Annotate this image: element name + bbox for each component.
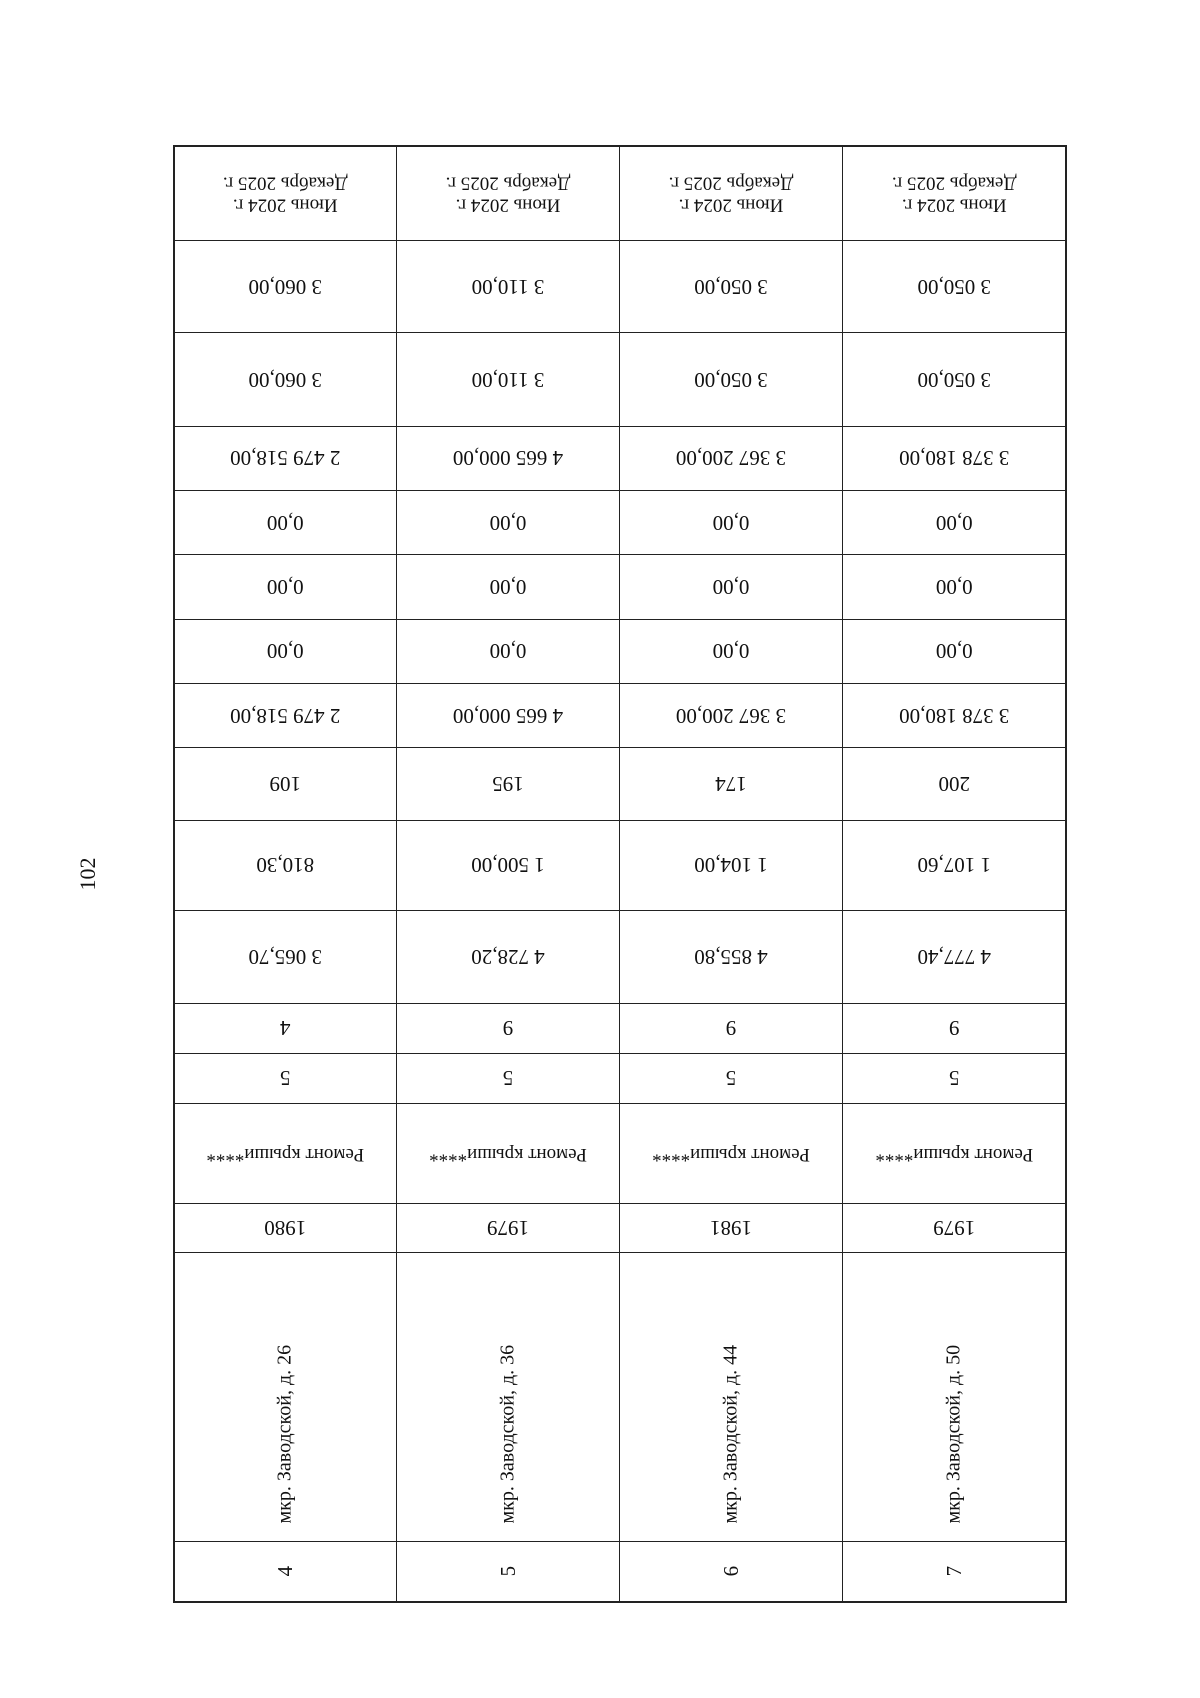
cell-area bbox=[619, 911, 842, 1003]
cell-value bbox=[842, 619, 1066, 683]
row-v4 bbox=[174, 491, 1066, 555]
row-number-text: 5 bbox=[495, 1566, 520, 1577]
area-text: 1 107,60 bbox=[917, 853, 991, 878]
floors-text: 9 bbox=[948, 1016, 959, 1041]
period-end: Декабрь 2025 г. bbox=[668, 172, 793, 194]
cell-area bbox=[842, 820, 1066, 910]
row-v7 bbox=[174, 684, 1066, 748]
cell-value bbox=[842, 491, 1066, 555]
cell-area bbox=[842, 911, 1066, 1003]
value-text: 4 665 000,00 bbox=[452, 703, 563, 728]
floors-text: 4 bbox=[280, 1016, 291, 1041]
cell-year bbox=[174, 1204, 396, 1252]
value-text: 0,00 bbox=[489, 575, 526, 600]
entrances-text: 5 bbox=[502, 1066, 513, 1091]
cell-value bbox=[619, 491, 842, 555]
cell-period bbox=[619, 146, 842, 240]
cell-value bbox=[842, 240, 1066, 332]
period-start: Июнь 2024 г. bbox=[455, 194, 560, 216]
value-text: 3 110,00 bbox=[471, 274, 544, 299]
row-v1 bbox=[174, 240, 1066, 332]
period-end: Декабрь 2025 г. bbox=[445, 172, 570, 194]
row-period bbox=[174, 146, 1066, 240]
cell-value bbox=[619, 426, 842, 490]
cell-value bbox=[174, 491, 396, 555]
cell-area bbox=[174, 820, 396, 910]
value-text: 0,00 bbox=[266, 575, 304, 600]
row-floors bbox=[174, 1003, 1066, 1053]
value-text: 3 060,00 bbox=[248, 367, 322, 392]
row-year bbox=[174, 1204, 1066, 1252]
cell-work bbox=[174, 1103, 396, 1203]
period-start: Июнь 2024 г. bbox=[232, 194, 338, 216]
period-end: Декабрь 2025 г. bbox=[222, 172, 348, 194]
value-text: 0,00 bbox=[712, 575, 749, 600]
value-text: 3 378 180,00 bbox=[898, 703, 1009, 728]
area-text: 3 065,70 bbox=[248, 944, 322, 969]
cell-floors bbox=[619, 1003, 842, 1053]
cell-area bbox=[396, 911, 619, 1003]
cell-period bbox=[396, 146, 619, 240]
cell-value bbox=[396, 619, 619, 683]
cell-value bbox=[619, 684, 842, 748]
year-text: 1981 bbox=[709, 1216, 752, 1241]
cell-value bbox=[842, 684, 1066, 748]
cell-floors bbox=[842, 1003, 1066, 1053]
cell-row-number bbox=[842, 1542, 1066, 1602]
entrances-text: 5 bbox=[725, 1066, 736, 1091]
cell-value bbox=[174, 240, 396, 332]
address-text: мкр. Заводской, д. 50 bbox=[942, 1344, 965, 1524]
cell-value bbox=[396, 333, 619, 426]
area-text: 1 104,00 bbox=[693, 853, 768, 878]
year-text: 1979 bbox=[932, 1216, 975, 1241]
cell-value bbox=[396, 240, 619, 332]
value-text: 0,00 bbox=[489, 639, 526, 664]
value-text: 0,00 bbox=[712, 510, 749, 535]
cell-entrances bbox=[396, 1053, 619, 1103]
cell-value bbox=[396, 684, 619, 748]
period-start: Июнь 2024 г. bbox=[678, 194, 783, 216]
value-text: 2 479 518,00 bbox=[230, 446, 341, 471]
value-text: 3 050,00 bbox=[917, 367, 991, 392]
cell-work bbox=[619, 1103, 842, 1203]
row-work bbox=[174, 1103, 1066, 1203]
row-v2 bbox=[174, 333, 1066, 426]
row-number-text: 7 bbox=[941, 1566, 966, 1577]
cell-value bbox=[619, 333, 842, 426]
cell-year bbox=[842, 1204, 1066, 1252]
area-text: 4 855,80 bbox=[693, 944, 768, 969]
cell-year bbox=[619, 1204, 842, 1252]
cell-address bbox=[842, 1252, 1066, 1541]
page-number: 102 bbox=[75, 857, 100, 891]
address-text: мкр. Заводской, д. 26 bbox=[273, 1344, 296, 1524]
cell-work bbox=[842, 1103, 1066, 1203]
cell-value bbox=[174, 619, 396, 683]
cell-year bbox=[396, 1204, 619, 1252]
cell-value bbox=[842, 426, 1066, 490]
row-address bbox=[174, 1252, 1066, 1541]
cell-area bbox=[396, 820, 619, 910]
cell-entrances bbox=[619, 1053, 842, 1103]
cell-residents bbox=[842, 748, 1066, 820]
period-end: Декабрь 2025 г. bbox=[891, 172, 1017, 194]
value-text: 3 367 200,00 bbox=[675, 446, 786, 471]
year-text: 1979 bbox=[486, 1216, 529, 1241]
address-text: мкр. Заводской, д. 44 bbox=[719, 1344, 741, 1524]
residents-text: 195 bbox=[491, 772, 524, 797]
cell-residents bbox=[396, 748, 619, 820]
value-text: 3 060,00 bbox=[248, 274, 322, 299]
row-number bbox=[174, 1542, 1066, 1602]
value-text: 0,00 bbox=[935, 639, 973, 664]
cell-value bbox=[619, 619, 842, 683]
value-text: 3 110,00 bbox=[471, 367, 544, 392]
cell-address bbox=[396, 1252, 619, 1541]
cell-row-number bbox=[396, 1542, 619, 1602]
cell-address bbox=[619, 1252, 842, 1541]
cell-floors bbox=[174, 1003, 396, 1053]
residents-text: 109 bbox=[269, 772, 301, 797]
cell-area bbox=[619, 820, 842, 910]
cell-value bbox=[619, 555, 842, 619]
work-text: Ремонт крыши**** bbox=[874, 1143, 1033, 1165]
work-text: Ремонт крыши**** bbox=[651, 1143, 810, 1165]
cell-value bbox=[842, 333, 1066, 426]
cell-residents bbox=[619, 748, 842, 820]
area-text: 810,30 bbox=[256, 853, 315, 878]
cell-value bbox=[174, 555, 396, 619]
area-text: 1 500,00 bbox=[470, 853, 545, 878]
cell-entrances bbox=[842, 1053, 1066, 1103]
value-text: 0,00 bbox=[266, 510, 304, 535]
row-entrances bbox=[174, 1053, 1066, 1103]
cell-floors bbox=[396, 1003, 619, 1053]
cell-period bbox=[842, 146, 1066, 240]
value-text: 0,00 bbox=[935, 575, 973, 600]
value-text: 3 050,00 bbox=[693, 274, 768, 299]
cell-row-number bbox=[619, 1542, 842, 1602]
address-text: мкр. Заводской, д. 36 bbox=[496, 1344, 518, 1524]
repair-table bbox=[173, 145, 1067, 1603]
value-text: 3 050,00 bbox=[917, 274, 991, 299]
floors-text: 9 bbox=[725, 1016, 736, 1041]
row-area1 bbox=[174, 911, 1066, 1003]
value-text: 3 367 200,00 bbox=[675, 703, 786, 728]
value-text: 2 479 518,00 bbox=[230, 703, 341, 728]
area-text: 4 728,20 bbox=[470, 944, 545, 969]
row-v3 bbox=[174, 426, 1066, 490]
row-v5 bbox=[174, 555, 1066, 619]
work-text: Ремонт крыши**** bbox=[206, 1143, 365, 1165]
cell-period bbox=[174, 146, 396, 240]
cell-value bbox=[619, 240, 842, 332]
row-residents bbox=[174, 748, 1066, 820]
cell-area bbox=[174, 911, 396, 1003]
cell-value bbox=[174, 684, 396, 748]
value-text: 0,00 bbox=[935, 510, 973, 535]
value-text: 0,00 bbox=[266, 639, 304, 664]
cell-work bbox=[396, 1103, 619, 1203]
value-text: 3 378 180,00 bbox=[898, 446, 1009, 471]
entrances-text: 5 bbox=[948, 1066, 959, 1091]
cell-value bbox=[396, 555, 619, 619]
cell-value bbox=[396, 491, 619, 555]
value-text: 3 050,00 bbox=[693, 367, 768, 392]
entrances-text: 5 bbox=[280, 1066, 291, 1091]
value-text: 0,00 bbox=[489, 510, 526, 535]
cell-residents bbox=[174, 748, 396, 820]
residents-text: 174 bbox=[714, 772, 747, 797]
row-area2 bbox=[174, 820, 1066, 910]
value-text: 4 665 000,00 bbox=[452, 446, 563, 471]
work-text: Ремонт крыши**** bbox=[428, 1143, 587, 1165]
row-number-text: 6 bbox=[718, 1566, 743, 1577]
cell-value bbox=[174, 333, 396, 426]
row-v6 bbox=[174, 619, 1066, 683]
cell-row-number bbox=[174, 1542, 396, 1602]
cell-value bbox=[396, 426, 619, 490]
floors-text: 9 bbox=[502, 1016, 513, 1041]
area-text: 4 777,40 bbox=[917, 944, 991, 969]
cell-value bbox=[842, 555, 1066, 619]
year-text: 1980 bbox=[264, 1216, 307, 1241]
row-number-text: 4 bbox=[273, 1566, 298, 1577]
value-text: 0,00 bbox=[712, 639, 749, 664]
cell-address bbox=[174, 1252, 396, 1541]
cell-value bbox=[174, 426, 396, 490]
residents-text: 200 bbox=[938, 772, 970, 797]
cell-entrances bbox=[174, 1053, 396, 1103]
period-start: Июнь 2024 г. bbox=[901, 194, 1007, 216]
